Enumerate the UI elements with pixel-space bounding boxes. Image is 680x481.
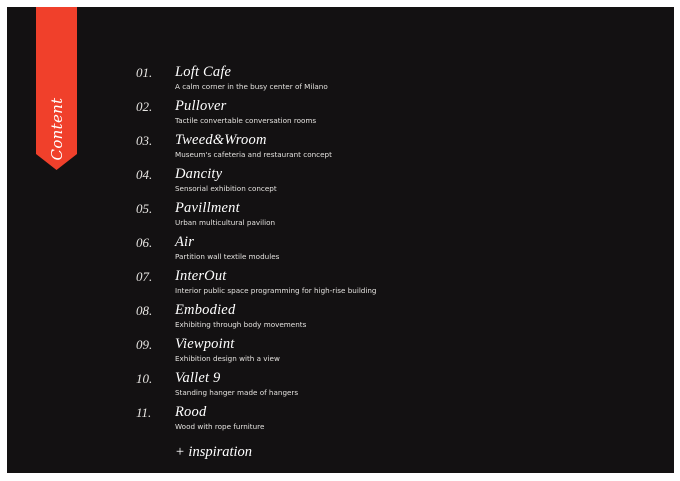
entry-title[interactable]: Pavillment (175, 200, 240, 216)
entry-subtitle: Tactile convertable conversation rooms (175, 116, 317, 125)
entry-title[interactable]: Rood (175, 404, 207, 420)
content-page (7, 7, 674, 473)
entry-title[interactable]: Dancity (175, 166, 223, 182)
entry-number: 04. (136, 167, 153, 182)
entry-number: 06. (136, 235, 153, 250)
entry-subtitle: Wood with rope furniture (175, 422, 265, 431)
entry-number: 02. (136, 99, 153, 114)
toc-entry[interactable] (7, 65, 427, 95)
toc-entry[interactable] (7, 201, 427, 231)
entry-subtitle: Urban multicultural pavilion (175, 218, 276, 227)
toc-entry[interactable] (7, 405, 427, 435)
entry-title[interactable]: Tweed&Wroom (175, 132, 267, 148)
toc-entry[interactable] (7, 371, 427, 401)
entry-subtitle: Sensorial exhibition concept (175, 184, 277, 193)
toc-entry[interactable] (7, 99, 427, 129)
toc-entry[interactable] (7, 235, 427, 265)
entry-number: 09. (136, 337, 153, 352)
inspiration-link[interactable]: + inspiration (175, 444, 253, 460)
entry-title[interactable]: InterOut (175, 268, 227, 284)
entry-subtitle: Interior public space programming for high-rise building (175, 286, 377, 295)
entry-subtitle: Standing hanger made of hangers (175, 388, 299, 397)
toc-entry[interactable] (7, 269, 427, 299)
entry-number: 10. (136, 371, 153, 386)
toc-entry[interactable] (7, 303, 427, 333)
entry-title[interactable]: Loft Cafe (175, 64, 232, 80)
entry-number: 11. (136, 405, 152, 420)
toc-entry[interactable] (7, 133, 427, 163)
entry-number: 03. (136, 133, 153, 148)
entry-subtitle: A calm corner in the busy center of Milano (175, 82, 328, 91)
entry-subtitle: Exhibition design with a view (175, 354, 280, 363)
entry-number: 01. (136, 65, 153, 80)
entry-title[interactable]: Pullover (175, 98, 227, 114)
entry-number: 07. (136, 269, 153, 284)
entry-title[interactable]: Viewpoint (175, 336, 235, 352)
entry-subtitle: Museum's cafeteria and restaurant concept (175, 150, 332, 159)
entry-title[interactable]: Air (175, 234, 195, 250)
entry-number: 08. (136, 303, 153, 318)
entry-title[interactable]: Embodied (175, 302, 236, 318)
toc-entry[interactable] (7, 167, 427, 197)
toc-entry[interactable] (7, 337, 427, 367)
entry-title[interactable]: Vallet 9 (175, 370, 221, 386)
entry-subtitle: Partition wall textile modules (175, 252, 280, 261)
entry-number: 05. (136, 201, 153, 216)
ribbon-label: Content (48, 97, 66, 161)
entry-subtitle: Exhibiting through body movements (175, 320, 307, 329)
